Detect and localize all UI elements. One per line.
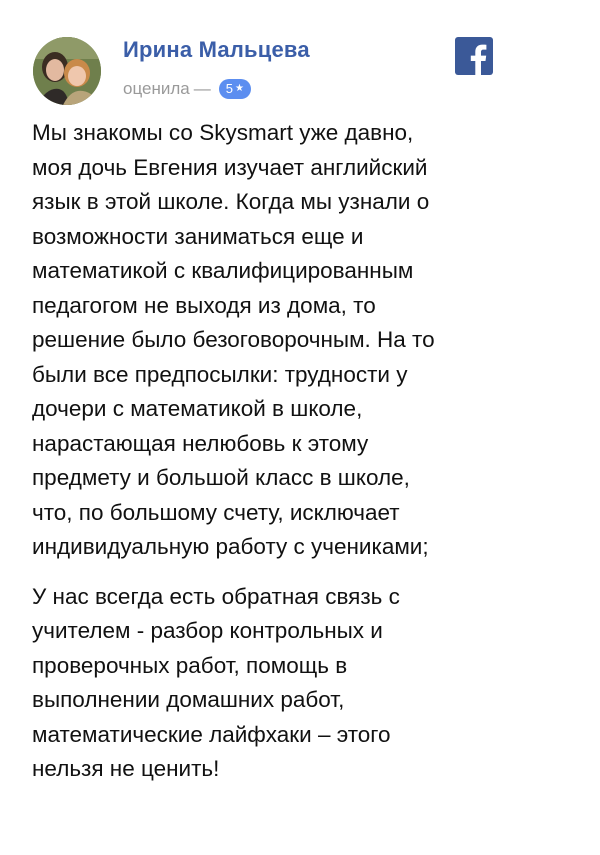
rating-verb: оценила — [123, 79, 190, 98]
score-badge — [219, 79, 251, 99]
review-header — [33, 37, 563, 109]
review-text — [32, 116, 572, 802]
author-name: Ирина Мальцева — [123, 37, 310, 62]
rating-dash: — — [193, 79, 211, 98]
avatar — [33, 37, 101, 105]
facebook-icon[interactable] — [455, 37, 493, 75]
score-value: 5 — [225, 81, 233, 96]
review-paragraph-2: У нас всегда есть обратная связь с учителем - разбор контрольных и проверочных работ, помощь в выполнении домашних работ, математические лайфхаки – этого нельзя не ценить! — [32, 583, 400, 781]
star-icon: ★ — [234, 83, 244, 94]
rating-line — [123, 79, 251, 99]
review-paragraph-1: Мы знакомы со Skysmart уже давно, моя дочь Евгения изучает английский язык в этой школе. Когда мы узнали о возможности заниматься еще и математикой с квалифицированным педагогом не выходя из дома, то решение было безоговорочным. На то были все предпосылки: трудности у дочери с математикой в школе, нарастающая нелюбовь к этому предмету и большой класс в школе, что, по большому счету, исключает индивидуальную работу с учениками; — [32, 120, 435, 559]
